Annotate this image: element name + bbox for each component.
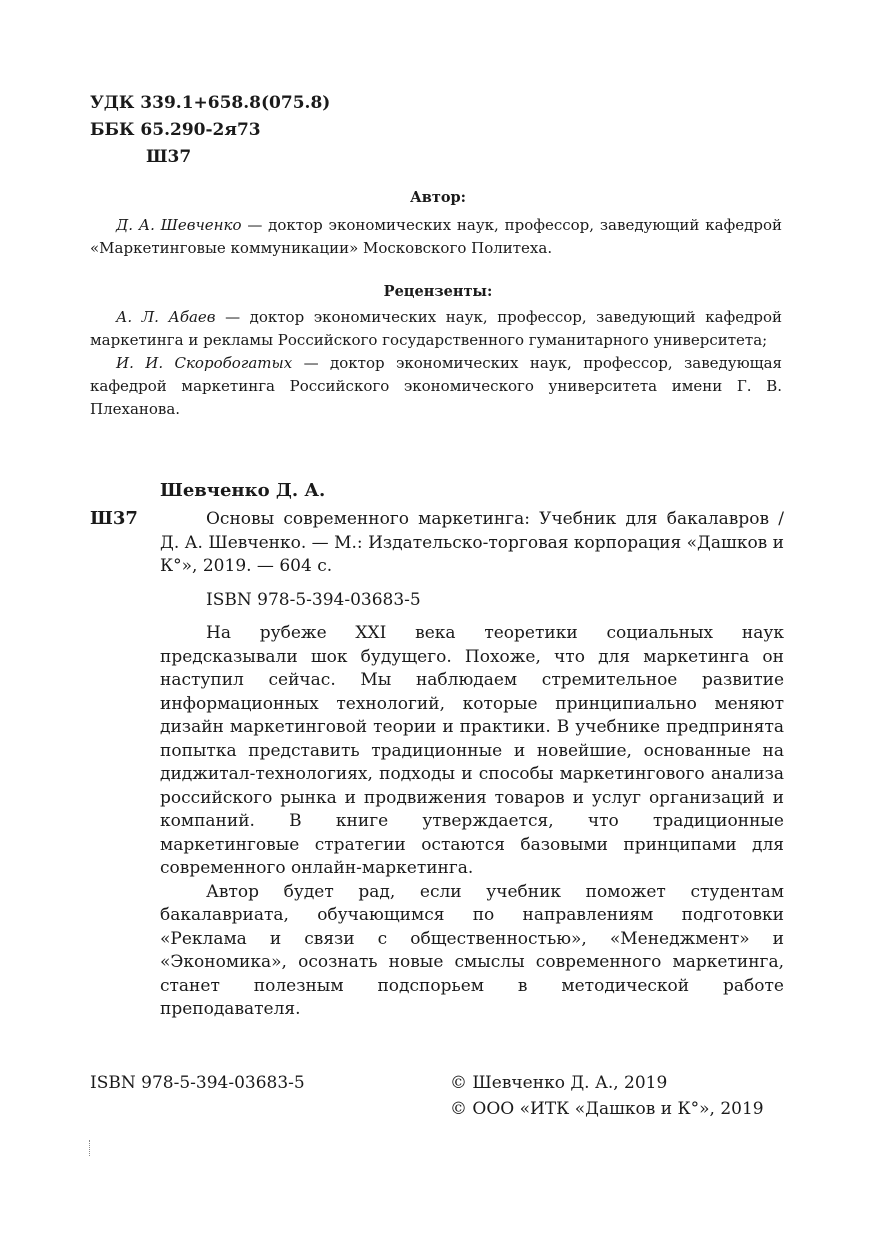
bbk-code: ББК 65.290-2я73	[90, 120, 261, 140]
annotation-paragraph-1: На рубеже XXI века теоретики социальных наук предсказывали шок будущего. Похоже, что для маркетинга он наступил сейчас. Мы наблюдаем стремительное развитие информационных технологий, которые принципиально меняют дизайн маркетинговой теории и практики. В учебнике предпринята попытка представить традиционные и новейшие, основанные на диджитал-технологиях, подходы и способы маркетингового анализа российского рынка и продвижения товаров и услуг организаций и компаний. В книге утверждается, что традиционные маркетинговые стратегии остаются базовыми принципами для современного онлайн-маркетинга.	[160, 623, 784, 878]
reviewer-entry	[90, 306, 782, 352]
annotation-paragraph-2: Автор будет рад, если учебник поможет студентам бакалавриата, обучающимся по направлениям подготовки «Реклама и связи с общественностью», «Менеджмент» и «Экономика», осознать новые смыслы современного маркетинга, станет полезным подспорьем в методической работе преподавателя.	[160, 881, 784, 1019]
card-author-heading: Шевченко Д. А.	[160, 480, 326, 501]
bibliographic-description: Основы современного маркетинга: Учебник для бакалавров / Д. А. Шевченко. — М.: Издательско-торговая корпорация «Дашков и К°», 2019. — 604 с.	[160, 509, 784, 576]
card-body	[160, 508, 784, 1022]
author-heading: Автор:	[409, 189, 467, 206]
reviewer-description: — доктор экономических наук, профессор, заведующая кафедрой маркетинга Российского экономического университета имени Г. В. Плеханова.	[90, 354, 782, 418]
reviewers-list	[90, 306, 782, 421]
author-name: Д. А. Шевченко	[116, 216, 242, 234]
reviewer-name: А. Л. Абаев	[116, 308, 216, 326]
classification-block	[90, 90, 330, 171]
reviewer-entry	[90, 352, 782, 421]
print-mark	[89, 1140, 92, 1156]
card-author-mark: Ш37	[90, 508, 138, 529]
reviewers-heading: Рецензенты:	[383, 283, 493, 300]
footer-isbn: ISBN 978-5-394-03683-5	[90, 1073, 305, 1093]
copyright-publisher: © ООО «ИТК «Дашков и К°», 2019	[450, 1099, 764, 1119]
author-mark: Ш37	[146, 147, 192, 167]
card-isbn: ISBN 978-5-394-03683-5	[206, 589, 421, 610]
footer-copyright	[450, 1070, 764, 1122]
author-entry	[90, 214, 782, 260]
copyright-author: © Шевченко Д. А., 2019	[450, 1073, 668, 1093]
udk-code: УДК 339.1+658.8(075.8)	[90, 93, 331, 113]
reviewer-name: И. И. Скоробогатых	[116, 354, 293, 372]
author-description: — доктор экономических наук, профессор, заведующий кафедрой «Маркетинговые коммуникации» Московского Политеха.	[90, 216, 782, 257]
reviewer-description: — доктор экономических наук, профессор, заведующий кафедрой маркетинга и рекламы Российского государственного гуманитарного университета;	[90, 308, 783, 349]
